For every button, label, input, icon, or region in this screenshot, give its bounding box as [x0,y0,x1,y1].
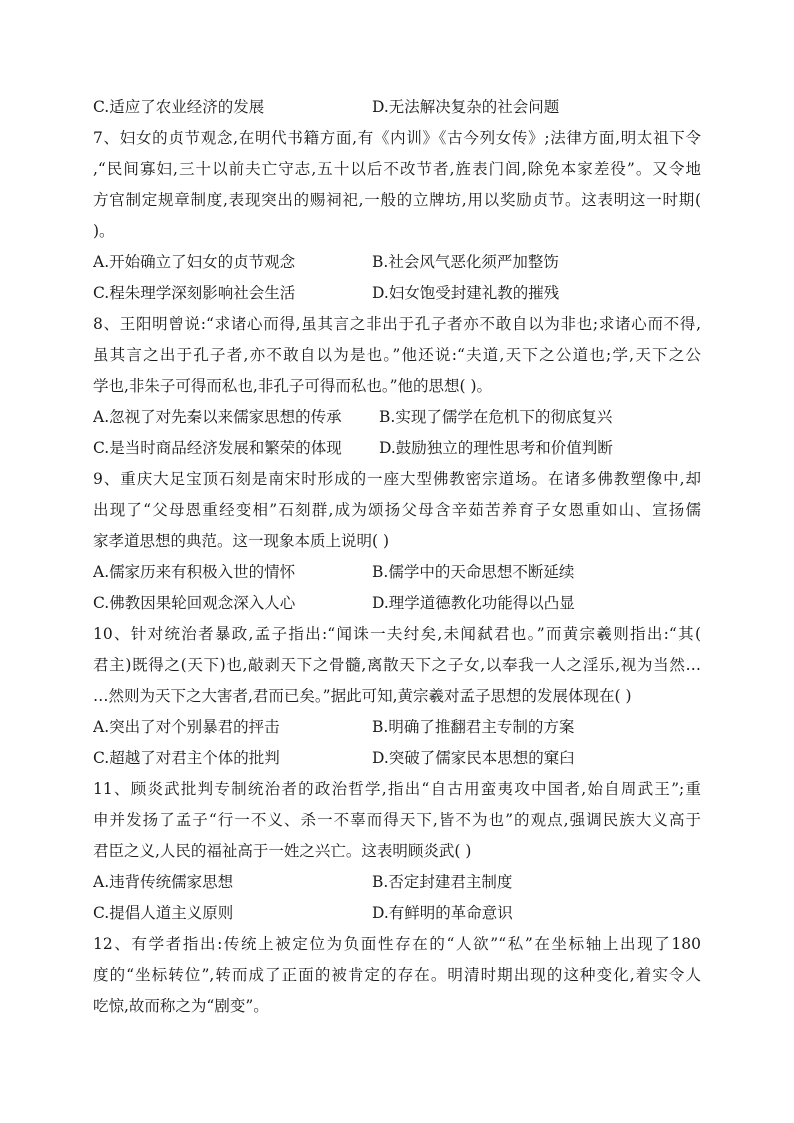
q7-option-d[interactable]: D.妇女饱受封建礼教的摧残 [372,284,560,302]
q10-stem-line-2: 君主)既得之(天下)也,敲剥天下之骨髓,离散天下之子女,以奉我一人之淫乐,视为当然… [93,656,701,674]
q10-option-a[interactable]: A.突出了对个别暴君的抨击 [93,718,280,736]
q7-stem-line-4: )。 [93,222,115,240]
q11-option-a[interactable]: A.违背传统儒家思想 [93,873,234,891]
q9-option-c[interactable]: C.佛教因果轮回观念深入人心 [93,594,296,612]
q10-option-c[interactable]: C.超越了对君主个体的批判 [93,749,280,767]
q7-options-row-2 [93,278,701,309]
q11-stem-line-1: 11、顾炎武批判专制统治者的政治哲学,指出“自古用蛮夷攻中国者,始自周武王”;重 [93,780,701,798]
question-12 [93,929,701,1022]
q7-stem-line-3: 方官制定规章制度,表现突出的赐祠祀,一般的立牌坊,用以奖励贞节。这表明这一时期( [93,191,701,209]
q7-stem-line-1: 7、妇女的贞节观念,在明代书籍方面,有《内训》《古今列女传》;法律方面,明太祖下令 [93,129,701,147]
q8-option-a[interactable]: A.忽视了对先秦以来儒家思想的传承 [93,408,342,426]
q7-option-c[interactable]: C.程朱理学深刻影响社会生活 [93,284,296,302]
q7-option-b[interactable]: B.社会风气恶化须严加整饬 [372,253,559,271]
q8-option-b[interactable]: B.实现了儒学在危机下的彻底复兴 [379,408,613,426]
q10-option-b[interactable]: B.明确了推翻君主专制的方案 [372,718,575,736]
q10-options-row-1 [93,712,701,743]
q11-options-row-1 [93,867,701,898]
q7-options-row-1 [93,247,701,278]
q6-option-c[interactable]: C.适应了农业经济的发展 [93,98,265,116]
q8-option-d[interactable]: D.鼓励独立的理性思考和价值判断 [379,439,613,457]
q8-stem-line-3: 学也,非朱子可得而私也,非孔子可得而私也。”他的思想( )。 [93,377,493,395]
question-8 [93,309,701,464]
exam-page [93,92,701,1022]
q11-options-row-2 [93,898,701,929]
q9-option-b[interactable]: B.儒学中的天命思想不断延续 [372,563,575,581]
q11-option-b[interactable]: B.否定封建君主制度 [372,873,513,891]
q12-stem-line-1: 12、有学者指出:传统上被定位为负面性存在的“人欲”“私”在坐标轴上出现了180 [93,935,701,953]
question-9 [93,464,701,619]
q8-option-c[interactable]: C.是当时商品经济发展和繁荣的体现 [93,439,342,457]
q11-option-c[interactable]: C.提倡人道主义原则 [93,904,234,922]
question-11 [93,774,701,929]
q11-option-d[interactable]: D.有鲜明的革命意识 [372,904,513,922]
q6-option-d[interactable]: D.无法解决复杂的社会问题 [372,98,560,116]
q9-stem-line-1: 9、重庆大足宝顶石刻是南宋时形成的一座大型佛教密宗道场。在诸多佛教塑像中,却 [93,470,701,488]
q11-stem-line-2: 申并发扬了孟子“行一不义、杀一不辜而得天下,皆不为也”的观点,强调民族大义高于 [93,811,701,829]
q10-option-d[interactable]: D.突破了儒家民本思想的窠臼 [372,749,575,767]
q10-options-row-2 [93,743,701,774]
q9-option-d[interactable]: D.理学道德教化功能得以凸显 [372,594,575,612]
q7-stem-line-2: ,“民间寡妇,三十以前夫亡守志,五十以后不改节者,旌表门闾,除免本家差役”。又令地 [93,160,701,178]
q9-options-row-1 [93,557,701,588]
q9-option-a[interactable]: A.儒家历来有积极入世的情怀 [93,563,296,581]
question-10 [93,619,701,774]
q9-stem-line-2: 出现了“父母恩重经变相”石刻群,成为颂扬父母含辛茹苦养育子女恩重如山、宣扬儒 [93,501,701,519]
q9-options-row-2 [93,588,701,619]
q7-option-a[interactable]: A.开始确立了妇女的贞节观念 [93,253,296,271]
q8-options-row-2 [93,433,701,464]
q11-stem-line-3: 君臣之义,人民的福祉高于一姓之兴亡。这表明顾炎武( ) [93,842,472,860]
q12-stem-line-2: 度的“坐标转位”,转而成了正面的被肯定的存在。明清时期出现的这种变化,着实令人 [93,966,701,984]
q8-stem-line-2: 虽其言之出于孔子者,亦不敢自以为是也。”他还说:“夫道,天下之公道也;学,天下之公 [93,346,701,364]
q9-stem-line-3: 家孝道思想的典范。这一现象本质上说明( ) [93,532,390,550]
q10-stem-line-3: …然则为天下之大害者,君而已矣。”据此可知,黄宗羲对孟子思想的发展体现在( ) [93,687,632,705]
q8-options-row-1 [93,402,701,433]
q8-stem-line-1: 8、王阳明曾说:“求诸心而得,虽其言之非出于孔子者亦不敢自以为非也;求诸心而不得, [93,315,701,333]
q12-stem-line-3: 吃惊,故而称之为“剧变”。 [93,997,269,1015]
q10-stem-line-1: 10、针对统治者暴政,孟子指出:“闻诛一夫纣矣,未闻弑君也。”而黄宗羲则指出:“其( [93,625,701,643]
q6-options-row-1 [93,92,701,123]
question-7 [93,123,701,309]
